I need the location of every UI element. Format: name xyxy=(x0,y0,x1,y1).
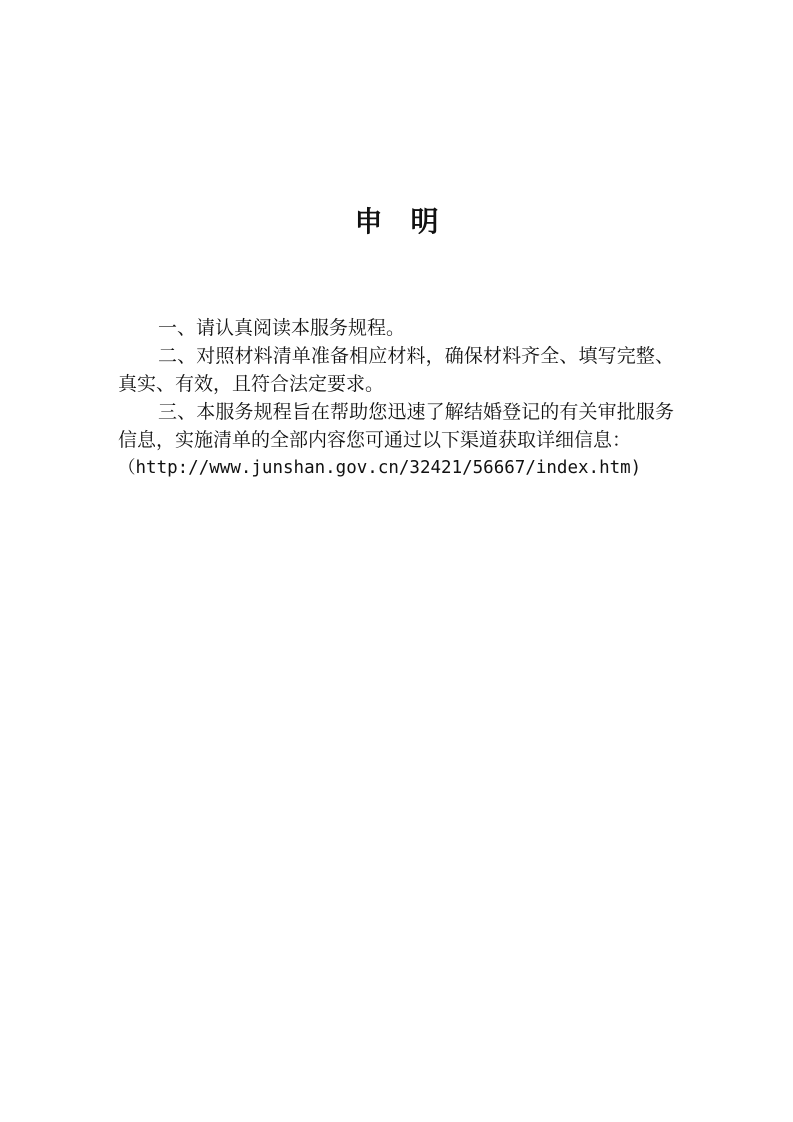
paragraph-1: 一、请认真阅读本服务规程。 xyxy=(158,317,406,339)
title-char-2: 明 xyxy=(410,205,439,238)
paragraph-3: 三、本服务规程旨在帮助您迅速了解结婚登记的有关审批服务信息，实施清单的全部内容您可通过以下渠道获取详细信息： xyxy=(118,401,674,451)
declaration-body xyxy=(118,314,674,482)
paragraph-2: 二、对照材料清单准备相应材料，确保材料齐全、填写完整、真实、有效，且符合法定要求。 xyxy=(118,345,674,395)
info-url-link[interactable]: （http://www.junshan.gov.cn/32421/56667/index.htm) xyxy=(118,458,642,478)
page-title xyxy=(0,202,793,242)
title-char-1: 申 xyxy=(354,205,383,238)
